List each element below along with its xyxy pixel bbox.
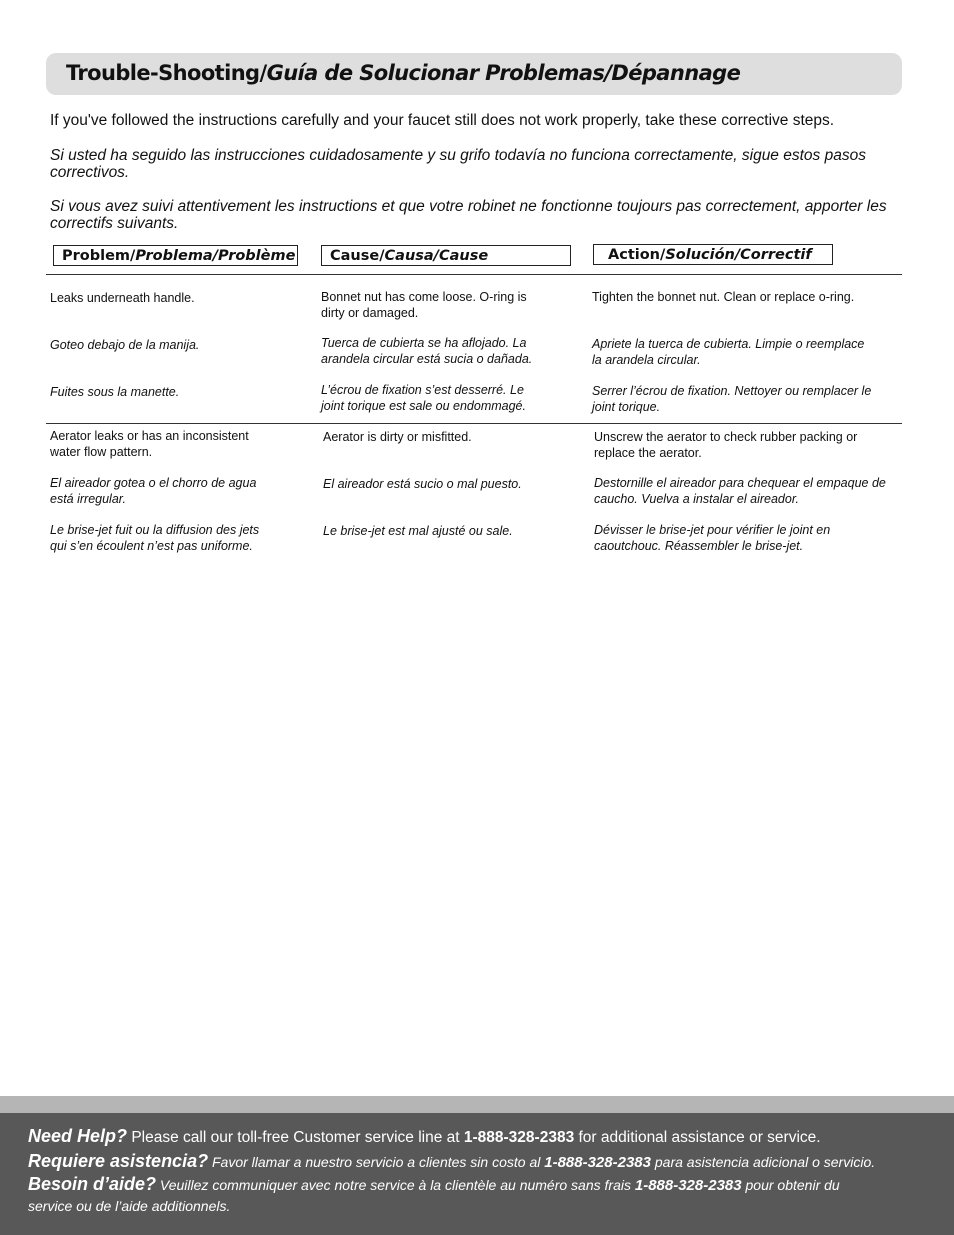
table-divider-middle — [46, 423, 902, 424]
help-spanish-text: Favor llamar a nuestro servicio a clientes sin costo al — [208, 1154, 545, 1170]
header-problem — [53, 245, 298, 266]
row2-cause-es: El aireador está sucio o mal puesto. — [323, 477, 522, 491]
help-english — [28, 1126, 821, 1147]
row1-cause-es: Tuerca de cubierta se ha aflojado. La arandela circular está sucia o dañada. — [321, 336, 533, 366]
help-french-text: Veuillez communiquer avec notre service à la clientèle au numéro sans frais — [156, 1177, 635, 1193]
header-action-en: Action/ — [608, 247, 666, 263]
help-french-phone: 1-888-328-2383 — [634, 1177, 742, 1194]
header-action — [593, 244, 833, 265]
row2-problem-es: El aireador gotea o el chorro de agua está irregular. — [50, 476, 257, 506]
title-spanish-french: Guía de Solucionar Problemas/Dépannage — [266, 61, 741, 85]
help-english-text: Please call our toll-free Customer service line at — [127, 1129, 464, 1146]
help-french-after: pour obtenir du — [741, 1177, 840, 1193]
header-cause-rest: Causa/Cause — [384, 248, 489, 264]
row2-problem-en: Aerator leaks or has an inconsistent water flow pattern. — [50, 429, 249, 459]
intro-english: If you've followed the instructions carefully and your faucet still does not work properly, take these corrective steps. — [50, 112, 835, 129]
row2-cause-fr: Le brise-jet est mal ajusté ou sale. — [323, 524, 513, 538]
header-problem-rest: Problema/Problème — [135, 248, 296, 264]
row2-action-es: Destornille el aireador para chequear el empaque de caucho. Vuelva a instalar el aireador. — [594, 476, 886, 506]
row2-action-en: Unscrew the aerator to check rubber packing or replace the aerator. — [594, 430, 858, 460]
row2-cause-en: Aerator is dirty or misfitted. — [323, 430, 472, 444]
title-english: Trouble-Shooting/ — [66, 61, 267, 85]
help-french-cont: service ou de l’aide additionnels. — [28, 1198, 231, 1214]
row1-action-en: Tighten the bonnet nut. Clean or replace o-ring. — [592, 290, 855, 304]
help-french — [28, 1174, 840, 1195]
title-bar — [46, 53, 902, 95]
header-action-rest: Solución/Correctif — [665, 247, 812, 263]
help-footer — [0, 1113, 954, 1235]
header-cause-en: Cause/ — [330, 248, 385, 264]
help-spanish-after: para asistencia adicional o servicio. — [651, 1154, 876, 1170]
help-spanish — [28, 1151, 875, 1172]
row1-problem-es: Goteo debajo de la manija. — [50, 338, 200, 352]
header-cause — [321, 245, 571, 266]
row1-action-fr: Serrer l’écrou de fixation. Nettoyer ou remplacer le joint torique. — [592, 384, 872, 414]
page-title — [66, 61, 740, 85]
row2-problem-fr: Le brise-jet fuit ou la diffusion des jets qui s’en écoulent n’est pas uniforme. — [50, 523, 260, 553]
help-english-phone: 1-888-328-2383 — [463, 1129, 575, 1146]
intro-french: Si vous avez suivi attentivement les instructions et que votre robinet ne fonctionne toujours pas correctement, apporter les correctifs suivants. — [50, 198, 887, 232]
row2-action-fr: Dévisser le brise-jet pour vérifier le joint en caoutchouc. Réassembler le brise-jet. — [594, 523, 831, 553]
header-problem-en: Problem/ — [62, 248, 136, 264]
intro-spanish: Si usted ha seguido las instrucciones cuidadosamente y su grifo todavía no funciona correctamente, sigue estos pasos correctivos. — [50, 147, 866, 181]
row1-cause-en: Bonnet nut has come loose. O-ring is dirty or damaged. — [321, 290, 527, 320]
row1-cause-fr: L’écrou de fixation s’est desserré. Le joint torique est sale ou endommagé. — [321, 383, 526, 413]
help-english-label: Need Help? — [28, 1126, 128, 1146]
table-divider-top — [46, 274, 902, 275]
row1-action-es: Apriete la tuerca de cubierta. Limpie o reemplace la arandela circular. — [592, 337, 865, 367]
help-spanish-phone: 1-888-328-2383 — [544, 1154, 651, 1171]
row1-problem-en: Leaks underneath handle. — [50, 291, 195, 305]
help-strip — [0, 1096, 954, 1113]
help-spanish-label: Requiere asistencia? — [28, 1151, 209, 1171]
row1-problem-fr: Fuites sous la manette. — [50, 385, 180, 399]
help-english-after: for additional assistance or service. — [574, 1129, 821, 1146]
help-french-label: Besoin d’aide? — [28, 1174, 157, 1194]
